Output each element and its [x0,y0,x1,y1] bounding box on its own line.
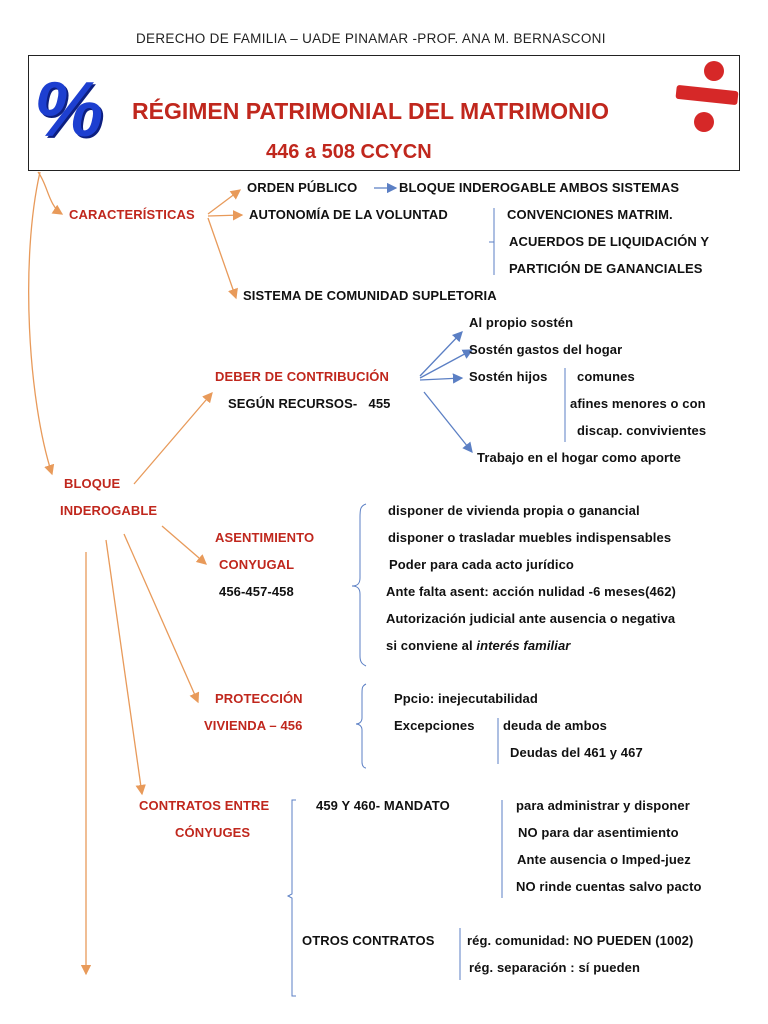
proteccion-label: PROTECCIÓN [215,691,303,706]
inderogable-label: INDEROGABLE [60,503,158,518]
autonomia-voluntad: AUTONOMÍA DE LA VOLUNTAD [249,207,448,222]
otros-item: rég. separación : sí pueden [469,960,641,975]
contribucion-item: Al propio sostén [469,315,574,330]
asentimiento-item: Ante falta asent: acción nulidad -6 meses(462) [386,584,676,599]
convenciones-item: CONVENCIONES MATRIM. [507,207,673,222]
convenciones-item: PARTICIÓN DE GANANCIALES [509,261,703,276]
mandato-item: NO para dar asentimiento [518,825,679,840]
hijos-detail: afines menores o con [570,396,706,411]
contribucion-item: Sostén gastos del hogar [469,342,623,357]
asentimiento-last-prefix: si conviene al [386,638,477,653]
hijos-detail: discap. convivientes [577,423,707,438]
asentimiento-label: ASENTIMIENTO [215,530,315,545]
deber-contribucion-label: DEBER DE CONTRIBUCIÓN [215,369,389,384]
contratos-label: CONTRATOS ENTRE [139,798,270,813]
otros-contratos-label: OTROS CONTRATOS [302,933,435,948]
asentimiento-item: disponer o trasladar muebles indispensables [388,530,672,545]
bloque-inderogable-sistemas: BLOQUE INDEROGABLE AMBOS SISTEMAS [399,180,680,195]
excepciones-label: Excepciones [394,718,475,733]
asentimiento-item: disponer de vivienda propia o ganancial [388,503,640,518]
caracteristicas-label: CARACTERÍSTICAS [69,207,195,222]
asentimiento-item-last [386,638,570,653]
asentimiento-item: Autorización judicial ante ausencia o negativa [386,611,676,626]
pcio-inejecutabilidad: Ppcio: inejecutabilidad [394,691,538,706]
mandato-item: para administrar y disponer [516,798,690,813]
mandato-label: 459 Y 460- MANDATO [316,798,450,813]
contribucion-item: Trabajo en el hogar como aporte [477,450,681,465]
segun-recursos: SEGÚN RECURSOS- 455 [228,396,391,411]
vivienda-label: VIVIENDA – 456 [204,718,303,733]
asentimiento-articles: 456-457-458 [219,584,294,599]
conyuges-label: CÓNYUGES [175,825,251,840]
hijos-detail: comunes [577,369,635,384]
document-header: DERECHO DE FAMILIA – UADE PINAMAR -PROF. ANA M. BERNASCONI [136,31,606,46]
page-subtitle: 446 a 508 CCYCN [266,141,432,163]
percent-icon: % [34,65,104,153]
mandato-item: Ante ausencia o Imped-juez [517,852,691,867]
orden-publico: ORDEN PÚBLICO [247,180,358,195]
interes-familiar: interés familiar [476,638,571,653]
asentimiento-item: Poder para cada acto jurídico [389,557,574,572]
convenciones-item: ACUERDOS DE LIQUIDACIÓN Y [509,234,710,249]
excepcion-item: Deudas del 461 y 467 [510,745,643,760]
otros-item: rég. comunidad: NO PUEDEN (1002) [467,933,694,948]
sistema-comunidad: SISTEMA DE COMUNIDAD SUPLETORIA [243,288,497,303]
conyugal-label: CONYUGAL [219,557,295,572]
mandato-item: NO rinde cuentas salvo pacto [516,879,702,894]
page-title: RÉGIMEN PATRIMONIAL DEL MATRIMONIO [132,98,610,124]
bloque-label: BLOQUE [64,476,121,491]
contribucion-item: Sostén hijos [469,369,548,384]
excepcion-item: deuda de ambos [503,718,607,733]
